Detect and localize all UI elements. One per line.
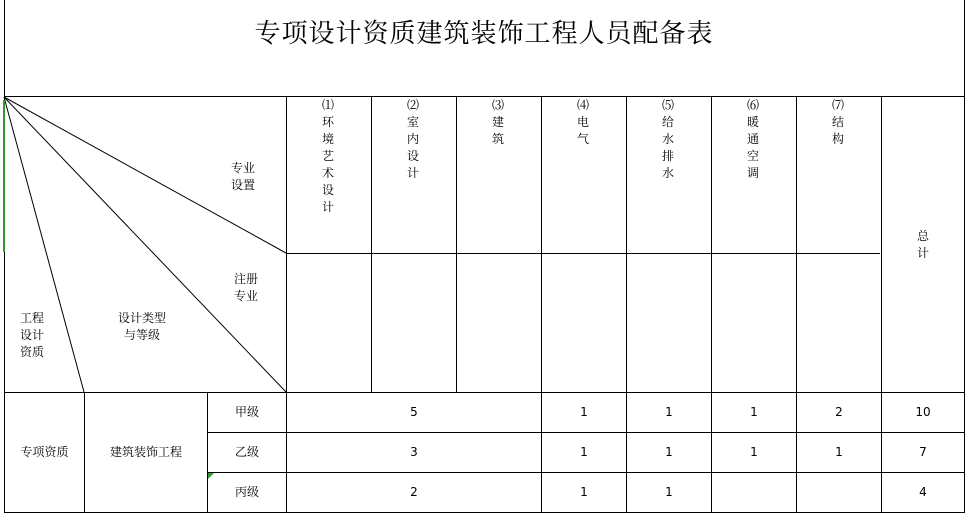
page-title: 专项设计资质建筑装饰工程人员配备表 xyxy=(254,19,714,49)
col-num: ⑷ xyxy=(576,98,589,112)
cell-value: 1 xyxy=(665,405,673,419)
cell-value: 1 xyxy=(750,445,758,459)
col-num: ⑸ xyxy=(661,98,674,112)
col-header-1 xyxy=(320,97,336,216)
cell-value: 3 xyxy=(410,445,418,459)
col-num: ⑹ xyxy=(746,98,759,112)
col-header-4 xyxy=(575,97,591,148)
cell-value: 1 xyxy=(580,485,588,499)
col-label: 建筑 xyxy=(491,115,504,146)
cell-value: 5 xyxy=(410,405,418,419)
sheji-leixing-text: 设计类型与等级 xyxy=(118,311,167,342)
cell-value: 1 xyxy=(580,405,588,419)
cell-value: 2 xyxy=(410,485,418,499)
cell-value: 1 xyxy=(750,405,758,419)
row-category: 专项资质 xyxy=(20,445,69,459)
grade-label: 甲级 xyxy=(234,405,259,419)
row-type: 建筑装饰工程 xyxy=(109,445,182,459)
col-label: 环境艺术设计 xyxy=(321,115,334,214)
col-header-2 xyxy=(405,97,421,182)
col-label: 结构 xyxy=(831,115,844,146)
header-zhuanye-shezhi: 专业设置 xyxy=(230,161,255,192)
selection-marker xyxy=(3,100,5,252)
col-num: ⑺ xyxy=(831,98,844,112)
col-label: 暖通空调 xyxy=(746,115,759,180)
cell-value: 1 xyxy=(580,445,588,459)
col-header-3 xyxy=(490,97,506,148)
col-num: ⑶ xyxy=(491,98,504,112)
cell-value: 1 xyxy=(665,445,673,459)
col-label: 室内设计 xyxy=(406,115,419,180)
cell-value: 1 xyxy=(665,485,673,499)
cell-total: 7 xyxy=(919,445,927,459)
grade-label: 丙级 xyxy=(234,485,259,499)
col-header-6 xyxy=(745,97,761,182)
cell-value: 2 xyxy=(835,405,843,419)
cell-total: 10 xyxy=(915,405,931,419)
header-sheji-leixing xyxy=(118,310,166,344)
col-label: 给水排水 xyxy=(661,115,674,180)
header-zhuce-zhuanye: 注册专业 xyxy=(233,272,258,303)
grade-label: 乙级 xyxy=(234,445,259,459)
col-num: ⑵ xyxy=(406,98,419,112)
col-header-total: 总计 xyxy=(916,229,929,260)
col-header-5 xyxy=(660,97,676,182)
col-label: 电气 xyxy=(576,115,589,146)
col-num: ⑴ xyxy=(321,98,334,112)
cell-total: 4 xyxy=(919,485,927,499)
cell-value: 1 xyxy=(835,445,843,459)
header-gongcheng-sheji-zizhi: 工程设计资质 xyxy=(19,311,44,359)
col-header-7 xyxy=(830,97,846,148)
